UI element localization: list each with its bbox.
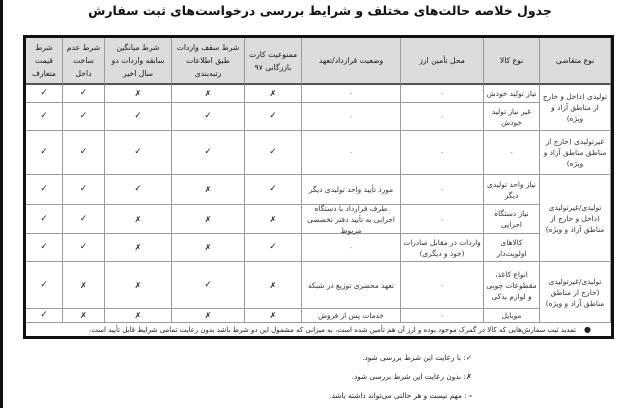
check-icon: ✓ [26, 131, 63, 175]
cross-icon: ✗ [105, 309, 172, 323]
cross-icon: ✗ [172, 205, 245, 234]
check-icon: ✓ [63, 234, 105, 262]
legend-item-cross: ✗: بدون رعایت این شرط بررسی شود. [351, 372, 472, 381]
check-icon: ✓ [245, 175, 302, 205]
currency-source-cell: - [401, 85, 484, 103]
check-icon: ✓ [105, 103, 172, 131]
cross-icon: ✗ [105, 85, 172, 103]
contract-status-cell: - [302, 131, 401, 175]
header-avg-history: شرط میانگین سابقه واردات دو سال اخیر [105, 38, 172, 85]
header-not-domestic: شرط عدم ساخت داخل [63, 38, 105, 85]
check-icon: ✓ [26, 234, 63, 262]
goods-type-cell: انواع کاغذ، مقطوعات چوبی و لوازم یدکی [484, 262, 540, 309]
cross-icon: ✗ [245, 309, 302, 323]
check-icon: ✓ [63, 131, 105, 175]
cross-icon: ✗ [105, 234, 172, 262]
check-icon: ✓ [245, 234, 302, 262]
contract-status-cell: - [302, 103, 401, 131]
applicant-type-cell: تولیدی/غیرتولیدی (خارج از مناطق مناطق آزاد و ویژه) [540, 262, 611, 323]
header-applicant-type: نوع متقاضی [540, 38, 611, 85]
cross-icon: ✗ [245, 205, 302, 234]
check-icon: ✓ [105, 175, 172, 205]
applicant-type-cell: تولیدی (داخل و خارج از مناطق آزاد و ویژه) [540, 85, 611, 131]
bullet-icon: ● [584, 325, 591, 334]
header-contract-status: وضعیت قرارداد/تعهد [302, 38, 401, 85]
cross-icon: ✗ [172, 85, 245, 103]
header-fair-price: شرط قیمت متعارف [26, 38, 63, 85]
check-icon: ✓ [63, 205, 105, 234]
cross-icon: ✗ [105, 205, 172, 234]
check-icon: ✓ [63, 103, 105, 131]
cross-icon: ✗ [172, 175, 245, 205]
check-icon: ✓ [245, 103, 302, 131]
footnote-text: تمدید ثبت سفارش‌هایی که کالا در گمرک موجود بوده و ارز آن هم تأمین شده است، به میزانی که مشمول این دو شرط باشد بدون رعایت تمامی شرایط قابل تأیید است. [89, 326, 577, 334]
legend-item-dash: - : مهم نیست و هر حالتی می‌تواند داشته باشد. [329, 391, 472, 400]
cross-icon: ✗ [172, 309, 245, 323]
contract-status-cell: طرف قرارداد با دستگاه اجرایی به تأیید دفتر تخصصی مربوط [302, 205, 401, 234]
contract-status-cell: مورد تأیید واحد تولیدی دیگر [302, 175, 401, 205]
check-icon: ✓ [26, 103, 63, 131]
contract-status-cell: - [302, 85, 401, 103]
summary-table [23, 35, 614, 339]
check-icon: ✓ [63, 85, 105, 103]
goods-type-cell: غیر نیاز تولید خودش [484, 103, 540, 131]
check-icon: ✓ [63, 175, 105, 205]
document-title: جدول خلاصه حالت‌های مختلف و شرایط بررسی درخواست‌های ثبت سفارش [88, 3, 552, 18]
goods-type-cell: نیاز دستگاه اجرایی [484, 205, 540, 234]
goods-type-cell: موبایل [484, 309, 540, 323]
table-footnote [26, 323, 611, 337]
currency-source-cell: - [401, 262, 484, 309]
check-icon: ✓ [465, 353, 472, 362]
cross-icon: ✗ [245, 262, 302, 309]
check-icon: ✓ [26, 85, 63, 103]
currency-source-cell: - [401, 103, 484, 131]
check-icon: ✓ [26, 205, 63, 234]
check-icon: ✓ [245, 131, 302, 175]
legend [329, 348, 472, 405]
check-icon: ✓ [26, 262, 63, 309]
legend-item-check: ✓: با رعایت این شرط بررسی شود. [362, 353, 472, 362]
page-left-border [0, 0, 3, 408]
currency-source-cell: - [401, 205, 484, 234]
contract-status-cell: - [302, 234, 401, 262]
header-import-cap: شرط سقف واردات طبق اطلاعات رتبه‌بندی [172, 38, 245, 85]
cross-icon: ✗ [63, 309, 105, 323]
currency-source-cell: - [401, 309, 484, 323]
cross-icon: ✗ [245, 85, 302, 103]
check-icon: ✓ [26, 309, 63, 323]
cross-icon: ✗ [105, 262, 172, 309]
contract-status-cell: تعهد محضری توزیع در شبکه [302, 262, 401, 309]
contract-status-cell: خدمات پس از فروش [302, 309, 401, 323]
check-icon: ✓ [172, 131, 245, 175]
goods-type-cell: نیاز واحد تولیدی دیگر [484, 175, 540, 205]
header-currency-source: محل تأمین ارز [401, 38, 484, 85]
dash-icon: - [468, 391, 472, 400]
check-icon: ✓ [172, 103, 245, 131]
cross-icon: ✗ [465, 372, 472, 381]
header-goods-type: نوع کالا [484, 38, 540, 85]
currency-source-cell: - [401, 131, 484, 175]
currency-source-cell: واردات در مقابل صادرات (خود و دیگری) [401, 234, 484, 262]
applicant-type-cell: غیرتولیدی (خارج از مناطق مناطق آزاد و ویژه) [540, 131, 611, 175]
check-icon: ✓ [26, 175, 63, 205]
currency-source-cell: - [401, 175, 484, 205]
check-icon: ✓ [105, 131, 172, 175]
goods-type-cell: - [484, 131, 540, 175]
check-icon: ✓ [172, 262, 245, 309]
header-card-ban: ممنوعیت کارت بازرگانی ۹۷ [245, 38, 302, 85]
cross-icon: ✗ [172, 234, 245, 262]
goods-type-cell: نیاز تولید خودش [484, 85, 540, 103]
cross-icon: ✗ [63, 262, 105, 309]
applicant-type-cell: تولیدی/غیرتولیدی (داخل و خارج از مناطق آزاد و ویژه) [540, 175, 611, 262]
goods-type-cell: کالاهای اولویت‌دار [484, 234, 540, 262]
